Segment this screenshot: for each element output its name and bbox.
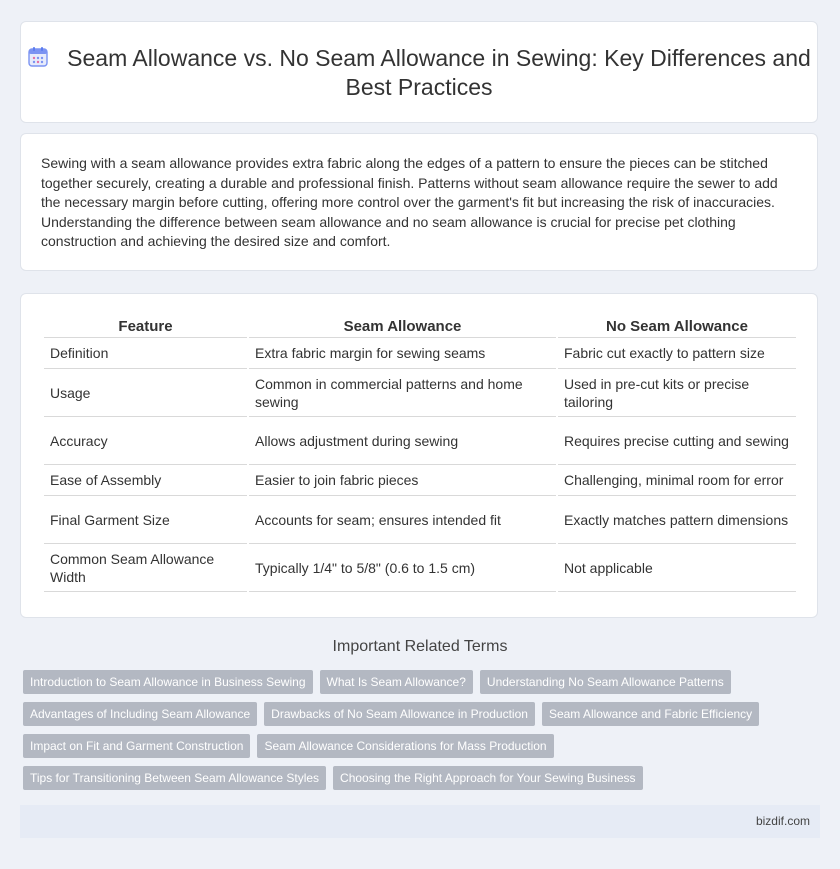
table-cell: Not applicable: [558, 544, 796, 592]
table-row: [44, 496, 796, 544]
table-row: [44, 544, 796, 592]
table-header-row: [44, 314, 796, 338]
table-cell: Typically 1/4" to 5/8" (0.6 to 1.5 cm): [249, 544, 556, 592]
related-term-tag[interactable]: Tips for Transitioning Between Seam Allowance Styles: [23, 766, 326, 790]
table-row: [44, 465, 796, 496]
table-cell: Requires precise cutting and sewing: [558, 417, 796, 465]
calendar-icon: [27, 46, 49, 68]
intro-paragraph: Sewing with a seam allowance provides extra fabric along the edges of a pattern to ensure the pieces can be stitched together securely, creating a durable and professional finish. Patterns without seam allowance require the sewer to add the necessary margin before cutting, offering more control over the garment's fit but increasing the risk of inaccuracies. Understanding the difference between seam allowance and no seam allowance is crucial for precise pet clothing construction and achieving the desired size and comfort.: [41, 155, 778, 250]
related-term-tag[interactable]: Choosing the Right Approach for Your Sewing Business: [333, 766, 643, 790]
related-terms-list: [20, 670, 820, 798]
page-title-block: [21, 44, 817, 102]
related-term-tag[interactable]: Seam Allowance and Fabric Efficiency: [542, 702, 759, 726]
header-feature: Feature: [44, 314, 247, 338]
comparison-card: [20, 293, 818, 618]
table-cell: Allows adjustment during sewing: [249, 417, 556, 465]
header-seam-allowance: Seam Allowance: [249, 314, 556, 338]
table-cell: Usage: [44, 369, 247, 417]
table-row: [44, 338, 796, 369]
related-term-tag[interactable]: Advantages of Including Seam Allowance: [23, 702, 257, 726]
table-cell: Easier to join fabric pieces: [249, 465, 556, 496]
related-term-tag[interactable]: Drawbacks of No Seam Allowance in Production: [264, 702, 535, 726]
table-cell: Exactly matches pattern dimensions: [558, 496, 796, 544]
comparison-table: [42, 314, 798, 592]
footer-brand-link[interactable]: bizdif.com: [755, 814, 810, 828]
table-cell: Common in commercial patterns and home sewing: [249, 369, 556, 417]
table-cell: Final Garment Size: [44, 496, 247, 544]
table-cell: Used in pre-cut kits or precise tailoring: [558, 369, 796, 417]
intro-card: [20, 133, 818, 271]
related-terms-heading: Important Related Terms: [332, 638, 508, 655]
table-cell: Definition: [44, 338, 247, 369]
table-cell: Accounts for seam; ensures intended fit: [249, 496, 556, 544]
table-row: [44, 369, 796, 417]
table-cell: Accuracy: [44, 417, 247, 465]
table-cell: Fabric cut exactly to pattern size: [558, 338, 796, 369]
title-card: [20, 21, 818, 123]
related-term-tag[interactable]: Seam Allowance Considerations for Mass Production: [257, 734, 553, 758]
header-no-seam-allowance: No Seam Allowance: [558, 314, 796, 338]
page-title: Seam Allowance vs. No Seam Allowance in Sewing: Key Differences and Best Practices: [67, 45, 811, 100]
table-cell: Extra fabric margin for sewing seams: [249, 338, 556, 369]
table-cell: Common Seam Allowance Width: [44, 544, 247, 592]
related-term-tag[interactable]: Understanding No Seam Allowance Patterns: [480, 670, 731, 694]
footer: [20, 805, 820, 838]
related-term-tag[interactable]: Introduction to Seam Allowance in Business Sewing: [23, 670, 313, 694]
related-term-tag[interactable]: Impact on Fit and Garment Construction: [23, 734, 250, 758]
related-term-tag[interactable]: What Is Seam Allowance?: [320, 670, 473, 694]
table-cell: Challenging, minimal room for error: [558, 465, 796, 496]
table-row: [44, 417, 796, 465]
table-cell: Ease of Assembly: [44, 465, 247, 496]
